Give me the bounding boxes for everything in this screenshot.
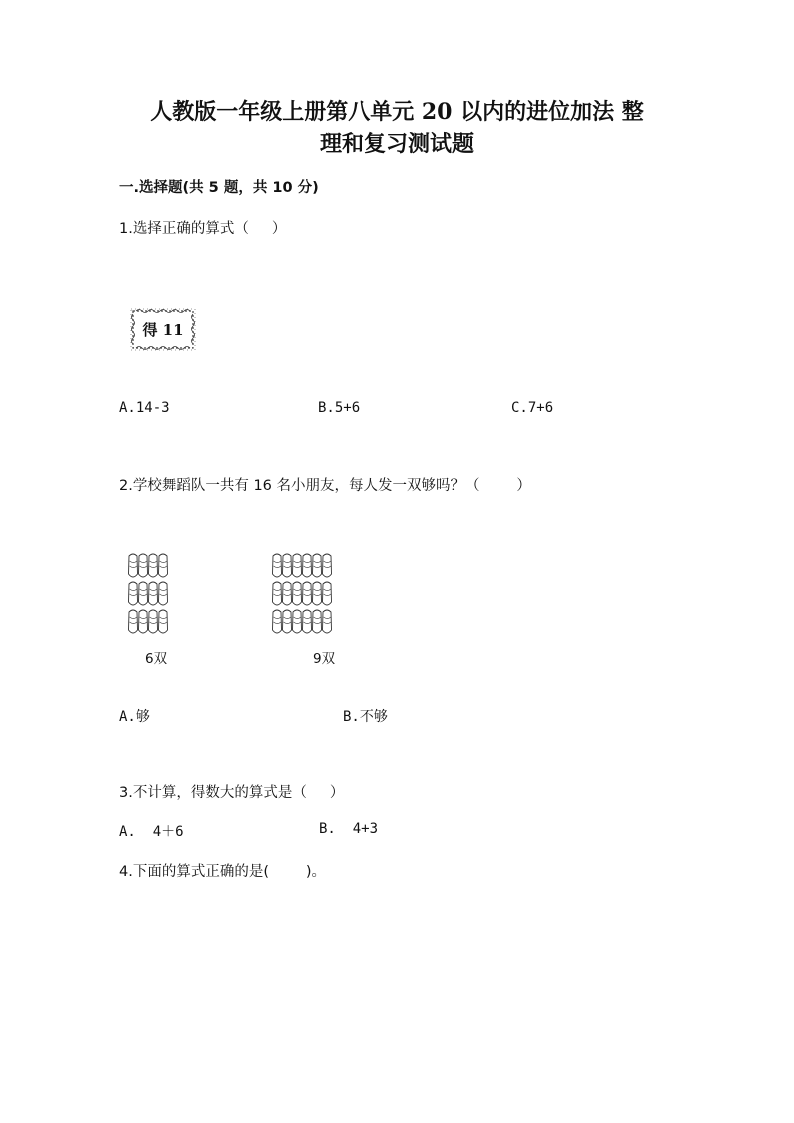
shoes-caption-right: 9双 [313,651,336,667]
title-line-2: 理和复习测试题 [319,131,474,157]
decorative-frame [130,308,196,351]
shoe-pair-icon [313,610,332,633]
q1-option-c[interactable]: C.7+6 [511,400,554,416]
shoes-caption-left: 6双 [145,651,168,667]
shoe-pair-icon [273,582,292,605]
shoe-pair-icon [149,554,168,577]
q3-option-a[interactable]: A. 4＋6 [119,824,184,840]
shoe-pair-icon [149,582,168,605]
shoes-image-6-pairs [126,552,206,636]
shoe-pair-icon [293,582,312,605]
shoe-pair-icon [129,554,148,577]
shoe-pair-icon [149,610,168,633]
q2-option-b[interactable]: B.不够 [343,709,388,725]
shoe-pair-icon [293,554,312,577]
q2-option-a[interactable]: A.够 [119,709,150,725]
shoe-pairs-graphic [126,552,170,638]
shoes-image-9-pairs [270,552,390,636]
shoe-pair-icon [129,610,148,633]
q3-option-b[interactable]: B. 4+3 [319,821,379,837]
shoe-pair-icon [273,554,292,577]
shoe-pair-icon [313,554,332,577]
shoe-pair-icon [129,582,148,605]
page-title [0,96,794,160]
title-line-1: 人教版一年级上册第八单元 20 以内的进位加法 整 [150,99,644,125]
frame-label: 得 11 [142,321,184,339]
shoe-pair-icon [313,582,332,605]
shoe-pair-icon [293,610,312,633]
question-2-text: 2.学校舞蹈队一共有 16 名小朋友，每人发一双够吗？（ ） [119,478,531,494]
shoe-pairs-graphic [270,552,334,638]
question-4-text: 4.下面的算式正确的是( )。 [119,864,327,880]
question-1-text: 1.选择正确的算式（ ） [119,221,287,237]
q1-option-a[interactable]: A.14-3 [119,400,170,416]
question-3-text: 3.不计算，得数大的算式是（ ） [119,785,345,801]
section-heading: 一.选择题(共 5 题，共 10 分) [119,180,319,196]
q1-option-b[interactable]: B.5+6 [318,400,361,416]
shoe-pair-icon [273,610,292,633]
